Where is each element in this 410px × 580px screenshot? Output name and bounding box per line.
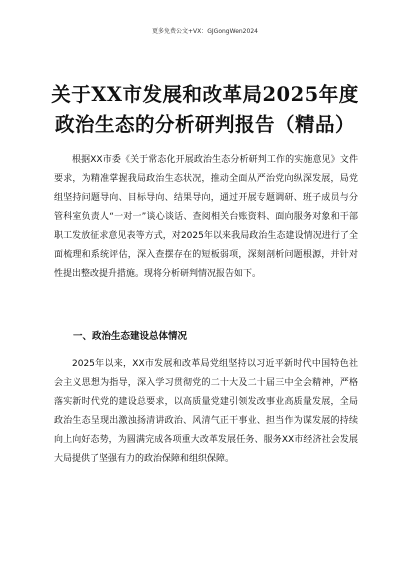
section-heading: 一、政治生态建设总体情况: [73, 331, 188, 342]
document-title: 关于XX市发展和改革局2025年度政治生态的分析研判报告（精品）: [51, 83, 359, 136]
intro-paragraph: 根据XX市委《关于常态化开展政治生态分析研判工作的实施意见》文件要求，为精准掌握我局政治生态状况，推动全面从严治党向纵深发展，局党组坚持问题导向、目标导向、结果导向，通过开展专题调研、班子成员与分管科室负责人“一对一”谈心谈话、查阅相关台账资料、面向服务对象和干部职工发放征求意见表等方式，对2025年以来我局政治生态建设情况进行了全面梳理和系统评估，深入查摆存在的短板弱项，深刻剖析问题根源，并针对性提出整改提升措施。现将分析研判情况报告如下。: [54, 155, 358, 279]
section-paragraph: 2025年以来，XX市发展和改革局党组坚持以习近平新时代中国特色社会主义思想为指导，深入学习贯彻党的二十大及二十届三中全会精神，严格落实新时代党的建设总要求，以高质量党建引领发改事业高质量发展，全局政治生态呈现出激浊扬清讲政治、风清气正干事业、担当作为谋发展的持续向上向好态势，为圆满完成各项重大改革发展任务、服务XX市经济社会发展大局提供了坚强有力的政治保障和组织保障。: [54, 359, 358, 464]
header-note: 更多免费公文+VX：GJGongWen2024: [152, 28, 258, 35]
